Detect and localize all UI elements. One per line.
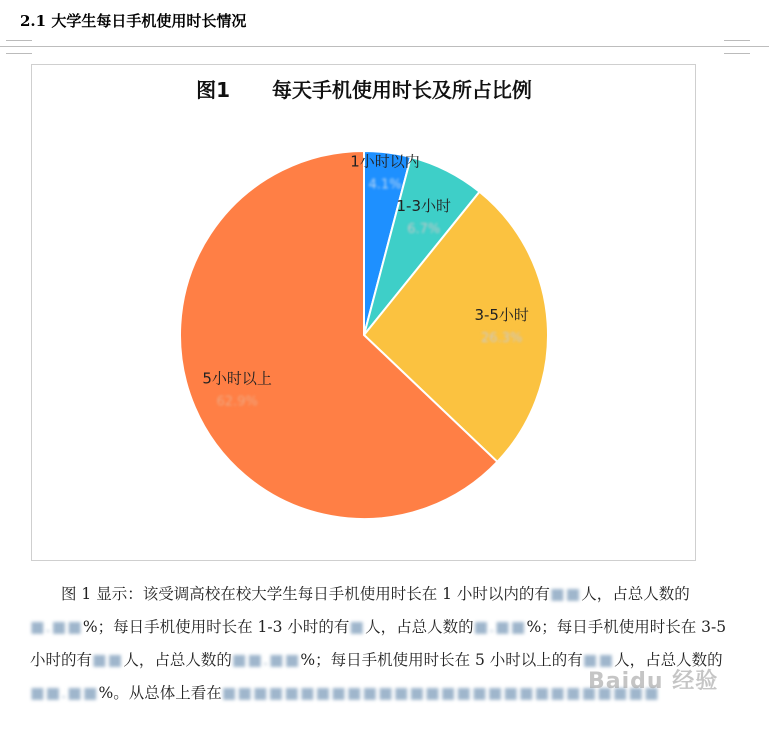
pie-chart-frame[interactable] — [31, 64, 696, 561]
paragraph-text: %；每日手机使用时长在 1-3 小时的有 — [82, 618, 350, 636]
redacted-value: ■ — [349, 618, 366, 636]
page-corner-mark-right — [724, 40, 750, 54]
slice-value-label: 4.1% — [368, 177, 402, 193]
redacted-value: ■■.■■ — [30, 684, 99, 702]
redacted-value: ■.■■ — [30, 618, 83, 636]
slice-value-label: 62.9% — [216, 394, 258, 410]
paragraph-text: 人，占总人数的 — [581, 585, 690, 603]
paragraph-text: %；每日手机使用时长在 3-5 小时的有 — [30, 618, 727, 669]
chart-title: 图1 每天手机使用时长及所占比例 — [196, 78, 532, 102]
slice-value-label: 26.3% — [481, 330, 523, 346]
paragraph-text: %。从总体上看在 — [98, 684, 222, 702]
section-heading: 2.1 大学生每日手机使用时长情况 — [20, 12, 247, 30]
baidu-watermark: Baidu 经验 — [588, 669, 719, 694]
redacted-value: ■■■■■■■■■■■■■■■■■■■■■■■■■■■■ — [221, 684, 660, 702]
page-divider — [0, 46, 769, 47]
paragraph-text: 人，占总人数的 — [365, 618, 474, 636]
paragraph-text: %；每日手机使用时长在 5 小时以上的有 — [300, 651, 583, 669]
paragraph-text: 人，占总人数的 — [123, 651, 232, 669]
slice-category-label: 1-3小时 — [396, 196, 452, 215]
redacted-value: ■■ — [92, 651, 124, 669]
slice-value-label: 6.7% — [407, 221, 441, 237]
page-corner-mark-left — [6, 40, 32, 54]
redacted-value: ■.■■ — [473, 618, 527, 636]
redacted-value: ■■ — [582, 651, 615, 669]
slice-category-label: 5小时以上 — [202, 369, 272, 388]
pie-chart — [32, 65, 697, 562]
slice-category-label: 3-5小时 — [474, 305, 529, 324]
paragraph-text: 图 1 显示：该受调高校在校大学生每日手机使用时长在 1 小时以内的有 — [61, 585, 550, 603]
paragraph-text: 人，占总人数的 — [614, 651, 723, 669]
slice-category-label: 1小时以内 — [350, 152, 420, 171]
redacted-value: ■■.■■ — [231, 651, 301, 669]
redacted-value: ■■ — [549, 585, 582, 603]
